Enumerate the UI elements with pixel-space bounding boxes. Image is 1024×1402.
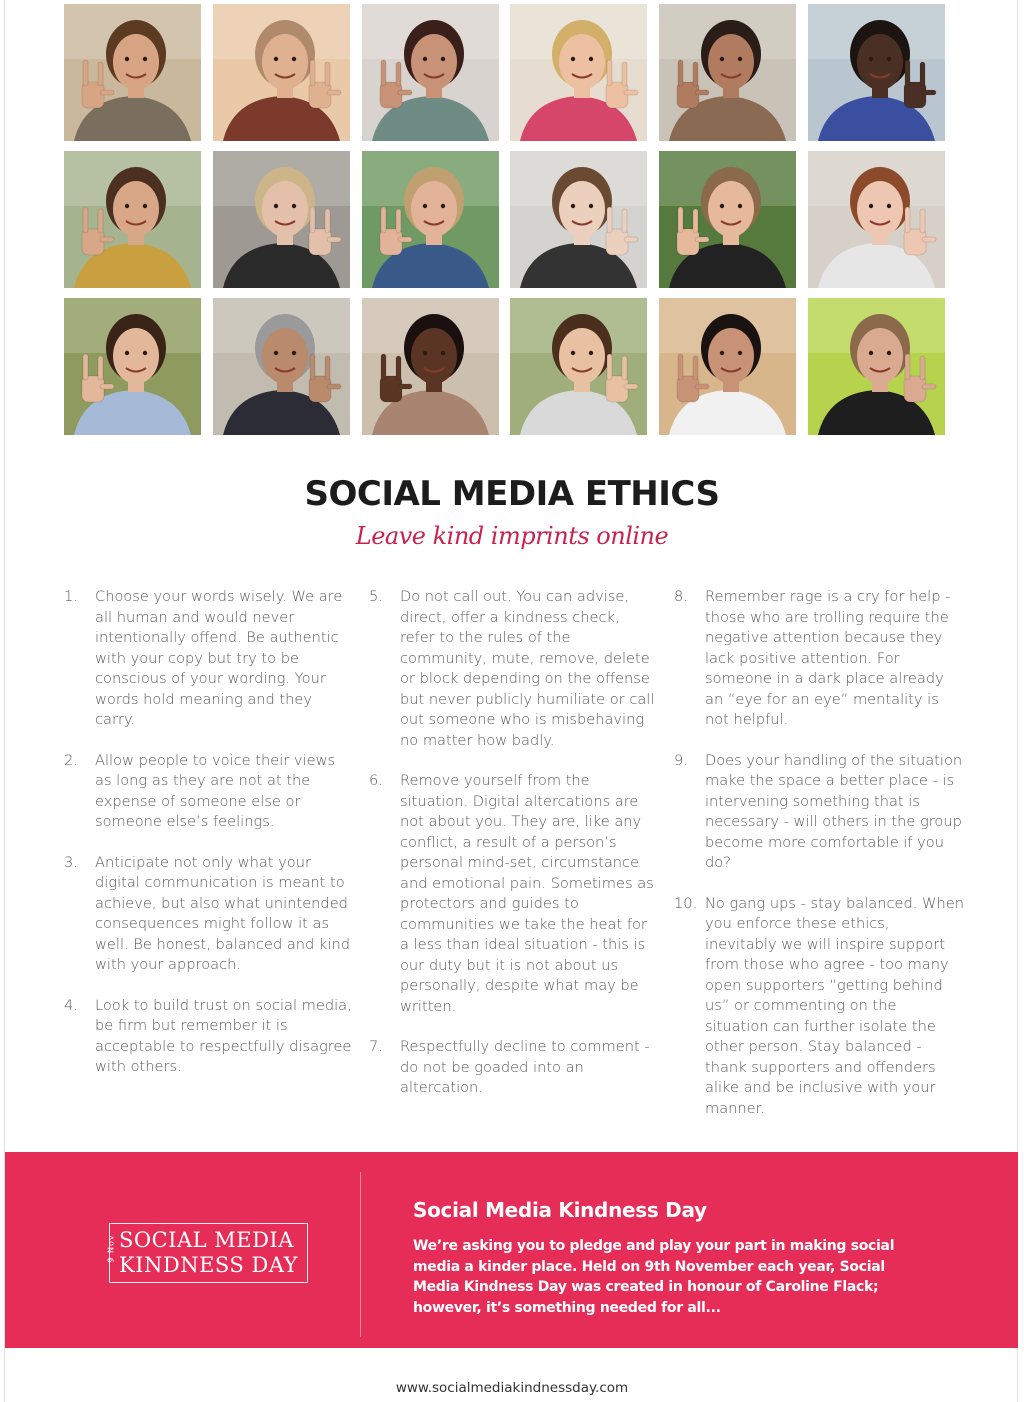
ethics-item [369, 771, 659, 1017]
ethics-item-text: Does your handling of the situation make the space a better place - is intervening something that is necessary - will others in the group become more comfortable if you do? [705, 751, 963, 871]
page-title: SOCIAL MEDIA ETHICS [304, 474, 720, 514]
portrait-photo [213, 298, 350, 435]
ethics-item-number: 8. [674, 588, 688, 605]
ethics-item-text: Anticipate not only what your digital communication is meant to achieve, but also what unintended consequences might follow it as well. Be honest, balanced and kind with your approach. [95, 853, 350, 973]
ethics-column-2 [369, 587, 659, 1099]
ethics-item-text: No gang ups - stay balanced. When you enforce these ethics, inevitably we will inspire support from those who agree - too many open supporters “getting behind us” or commenting on the situation can further isolate the other person. Stay balanced - thank supporters and offenders alike and be inclusive with your manner. [705, 894, 964, 1117]
portrait-image [64, 4, 201, 141]
portrait-photo [64, 151, 201, 288]
portrait-photo [510, 4, 647, 141]
portrait-photo [362, 151, 499, 288]
ethics-item-number: 6. [369, 772, 383, 789]
ethics-item [369, 587, 659, 751]
ethics-item [64, 996, 354, 1078]
portrait-image [659, 151, 796, 288]
footer-banner [5, 1152, 1018, 1348]
portrait-photo [659, 4, 796, 141]
portrait-image [362, 4, 499, 141]
portrait-image [510, 298, 647, 435]
ethics-item-number: 1. [64, 588, 78, 605]
photo-grid [64, 4, 960, 435]
logo-line-1: SOCIAL MEDIA [119, 1228, 294, 1252]
ethics-item-text: Respectfully decline to comment - do not be goaded into an altercation. [400, 1038, 650, 1096]
portrait-image [808, 4, 945, 141]
portrait-photo [213, 4, 350, 141]
ethics-item-number: 3. [64, 853, 78, 871]
portrait-image [808, 151, 945, 288]
ethics-item [64, 853, 354, 976]
ethics-item-number: 4. [64, 996, 78, 1014]
ethics-column-3 [674, 587, 964, 1119]
portrait-image [362, 151, 499, 288]
ethics-item [369, 1037, 659, 1099]
ethics-item [674, 751, 964, 874]
ethics-item [64, 751, 354, 833]
portrait-image [213, 298, 350, 435]
portrait-photo [64, 298, 201, 435]
portrait-image [64, 298, 201, 435]
page-subtitle: Leave kind imprints online [355, 522, 669, 550]
ethics-item-number: 5. [369, 588, 383, 605]
ethics-item-text: Do not call out. You can advise, direct, offer a kindness check, refer to the rules of the community, mute, remove, delete or block depending on the offense but never publicly humiliate or call out someone who is misbehaving no matter how badly. [400, 588, 655, 749]
logo-date: 9 Nov [106, 1234, 116, 1263]
ethics-item-number: 9. [674, 751, 688, 769]
ethics-item-text: Remove yourself from the situation. Digital altercations are not about you. They are, like any conflict, a result of a person’s personal mind-set, circumstance and emotional pain. Sometimes as protectors and guides to communities we take the heat for a less than ideal situation - this is our duty but it is not about us personally, despite what may be written. [400, 772, 654, 1015]
portrait-image [213, 151, 350, 288]
portrait-photo [808, 151, 945, 288]
banner-title: Social Media Kindness Day [413, 1198, 707, 1222]
website-link[interactable]: www.socialmediakindnessday.com [395, 1380, 629, 1396]
banner-divider [360, 1172, 361, 1337]
portrait-photo [808, 298, 945, 435]
ethics-item-number: 2. [64, 751, 78, 769]
portrait-photo [510, 298, 647, 435]
ethics-item-text: Choose your words wisely. We are all human and would never intentionally offend. Be authentic with your copy but try to be conscious of your wording. Your words hold meaning and they carry. [95, 588, 343, 728]
portrait-photo [808, 4, 945, 141]
ethics-item [674, 587, 964, 731]
portrait-photo [213, 151, 350, 288]
ethics-item-number: 10. [674, 894, 698, 912]
ethics-item [674, 894, 964, 1120]
ethics-column-1 [64, 587, 354, 1078]
portrait-photo [510, 151, 647, 288]
portrait-image [64, 151, 201, 288]
portrait-image [808, 298, 945, 435]
portrait-image [213, 4, 350, 141]
portrait-image [510, 4, 647, 141]
portrait-photo [362, 4, 499, 141]
logo-line-2: KINDNESS DAY [119, 1253, 298, 1277]
banner-text: We’re asking you to pledge and play your part in making social media a kinder place. Held on 9th November each year, Social Media Kindness Day was created in honour of Caroline Flack; however, it’s something needed for all... [413, 1238, 895, 1316]
ethics-item-number: 7. [369, 1038, 383, 1055]
portrait-photo [659, 298, 796, 435]
portrait-image [510, 151, 647, 288]
ethics-item [64, 587, 354, 731]
portrait-image [659, 298, 796, 435]
portrait-photo [64, 4, 201, 141]
portrait-image [659, 4, 796, 141]
portrait-image [362, 298, 499, 435]
ethics-item-text: Look to build trust on social media, be firm but remember it is acceptable to respectfully disagree with others. [95, 996, 352, 1075]
ethics-item-text: Allow people to voice their views as long as they are not at the expense of someone else or someone else’s feelings. [95, 751, 336, 830]
portrait-photo [659, 151, 796, 288]
ethics-item-text: Remember rage is a cry for help - those who are trolling require the negative attention because they lack positive attention. For someone in a dark place already an “eye for an eye” mentality is not helpful. [705, 588, 951, 728]
portrait-photo [362, 298, 499, 435]
